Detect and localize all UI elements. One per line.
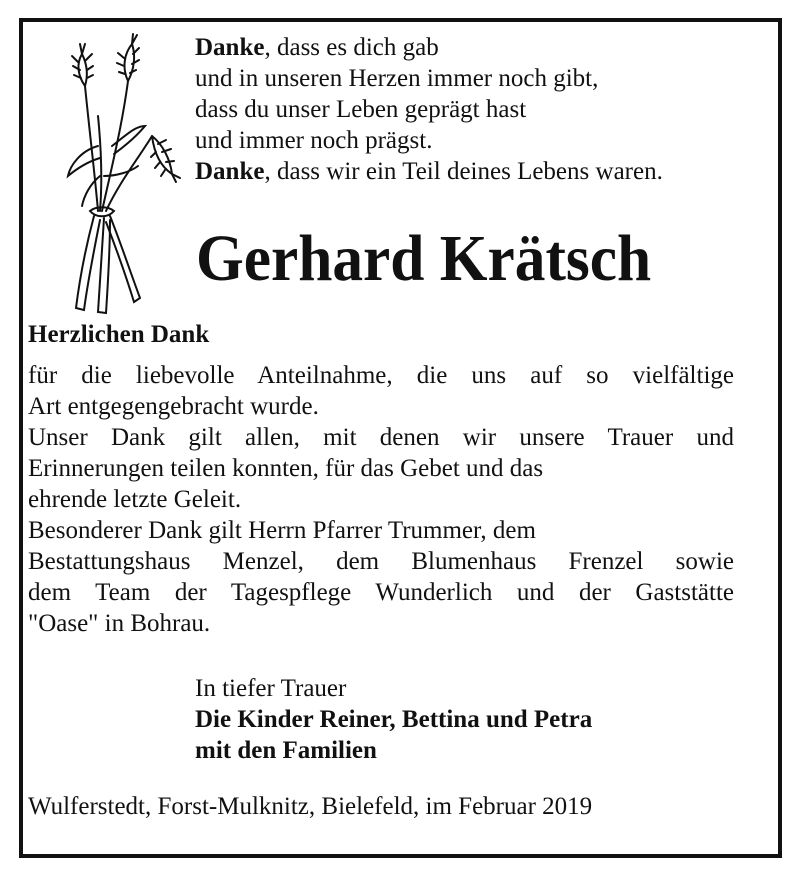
place-and-date: Wulferstedt, Forst-Mulknitz, Bielefeld, im Februar 2019 <box>28 793 593 820</box>
signature-families: mit den Familien <box>195 737 377 764</box>
signature-names: Die Kinder Reiner, Bettina und Petra <box>195 706 593 733</box>
quote-line-3: dass du unser Leben geprägt hast <box>195 96 527 123</box>
thanks-line: für die liebevolle Anteilnahme, die uns auf so vielfältige <box>28 362 734 389</box>
quote-line-1-bold: Danke <box>195 34 265 61</box>
signature-block <box>195 673 592 766</box>
quote-line-1-rest: , dass es dich gab <box>264 34 439 61</box>
thanks-line: Unser Dank gilt allen, mit denen wir unsere Trauer und <box>28 424 734 451</box>
deceased-name: Gerhard Krätsch <box>196 222 652 295</box>
thanks-line: Bestattungshaus Menzel, dem Blumenhaus Frenzel sowie <box>28 548 734 575</box>
thanks-line: Art entgegengebracht wurde. <box>28 393 319 420</box>
thanks-line: "Oase" in Bohrau. <box>28 610 211 637</box>
quote-line-2: und in unseren Herzen immer noch gibt, <box>195 65 599 92</box>
thanks-body <box>28 360 734 639</box>
quote-line-4: und immer noch prägst. <box>195 127 433 154</box>
quote-line-5-bold: Danke <box>195 158 265 185</box>
thanks-line: dem Team der Tagespflege Wunderlich und der Gaststätte <box>28 579 734 606</box>
quote-line-5-rest: , dass wir ein Teil deines Lebens waren. <box>264 158 663 185</box>
thanks-line: Besonderer Dank gilt Herrn Pfarrer Trummer, dem <box>28 517 536 544</box>
thanks-line: ehrende letzte Geleit. <box>28 486 242 513</box>
wheat-sheaf-icon <box>40 26 190 321</box>
quote-line-5 <box>195 156 663 187</box>
thanks-line: Erinnerungen teilen konnten, für das Gebet und das <box>28 455 544 482</box>
signature-intro: In tiefer Trauer <box>195 675 347 702</box>
quote-line-1 <box>195 32 663 63</box>
thanks-heading: Herzlichen Dank <box>28 321 210 348</box>
thank-you-quote <box>195 32 663 187</box>
